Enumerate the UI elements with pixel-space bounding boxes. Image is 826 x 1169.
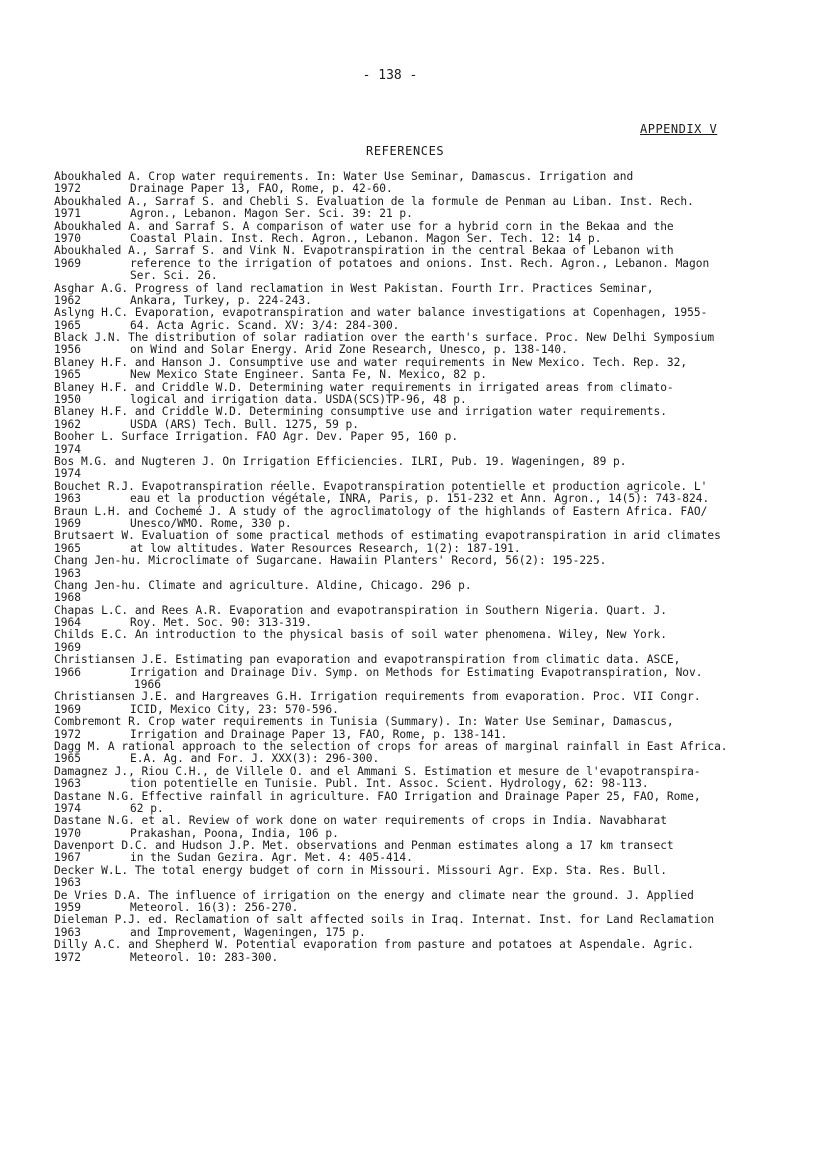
reference-year: 1964: [54, 616, 81, 630]
reference-entry: [54, 530, 754, 555]
reference-year: 1974: [54, 801, 81, 815]
reference-year: 1970: [54, 231, 81, 245]
reference-continuation: New Mexico State Engineer. Santa Fe, N. Mexico, 82 p.: [130, 368, 487, 382]
reference-continuation: logical and irrigation data. USDA(SCS)TP-96, 48 p.: [130, 393, 467, 407]
reference-continuation: Irrigation and Drainage Div. Symp. on Methods for Estimating Evapotranspiration, Nov.: [130, 665, 703, 679]
reference-first-line: Bos M.G. and Nugteren J. On Irrigation Efficiencies. ILRI, Pub. 19. Wageningen, 89 p.: [54, 454, 627, 468]
reference-entry: [54, 605, 754, 630]
reference-first-line: Christiansen J.E. and Hargreaves G.H. Irrigation requirements from evaporation. Proc. VII Congr.: [54, 690, 701, 704]
reference-continuation: Irrigation and Drainage Paper 13, FAO, Rome, p. 138-141.: [130, 727, 508, 741]
reference-entry: [54, 580, 754, 605]
reference-entry: [54, 629, 754, 654]
reference-entry: [54, 654, 754, 691]
reference-continuation: tion potentielle en Tunisie. Publ. Int. Assoc. Scient. Hydrology, 62: 98-113.: [130, 777, 649, 791]
reference-first-line: Dagg M. A rational approach to the selection of crops for areas of marginal rainfall in East Africa.: [54, 739, 728, 753]
reference-entry: [54, 914, 754, 939]
reference-first-line: Childs E.C. An introduction to the physical basis of soil water phenomena. Wiley, New York.: [54, 628, 667, 642]
reference-entry: [54, 840, 754, 865]
reference-first-line: Dastane N.G. et al. Review of work done on water requirements of crops in India. Navabharat: [54, 814, 667, 828]
reference-year: 1969: [54, 256, 81, 270]
reference-year: 1970: [54, 826, 81, 840]
reference-year: 1963: [54, 492, 81, 506]
reference-first-line: Brutsaert W. Evaluation of some practical methods of estimating evapotranspiration in arid climates: [54, 529, 721, 543]
reference-first-line: Damagnez J., Riou C.H., de Villele O. and el Ammani S. Estimation et mesure de l'evapotranspira-: [54, 764, 701, 778]
reference-entry: [54, 890, 754, 915]
reference-year: 1969: [54, 516, 81, 530]
reference-continuation: and Improvement, Wageningen, 175 p.: [130, 925, 366, 939]
reference-continuation: 64. Acta Agric. Scand. XV: 3/4: 284-300.: [130, 318, 400, 332]
reference-continuation: Prakashan, Poona, India, 106 p.: [130, 826, 339, 840]
reference-year: 1962: [54, 293, 81, 307]
reference-year: 1972: [54, 950, 81, 964]
reference-entry: [54, 171, 754, 196]
reference-continuation: 1966: [134, 678, 161, 692]
reference-first-line: Davenport D.C. and Hudson J.P. Met. observations and Penman estimates along a 17 km transect: [54, 839, 674, 853]
reference-entry: [54, 382, 754, 407]
page-number: - 138 -: [362, 68, 418, 83]
reference-continuation: on Wind and Solar Energy. Arid Zone Research, Unesco, p. 138-140.: [130, 343, 568, 357]
reference-first-line: Booher L. Surface Irrigation. FAO Agr. Dev. Paper 95, 160 p.: [54, 430, 459, 444]
reference-year: 1965: [54, 541, 81, 555]
reference-first-line: Bouchet R.J. Evapotranspiration réelle. Evapotranspiration potentielle et production agricole. L': [54, 479, 708, 493]
reference-entry: [54, 691, 754, 716]
reference-continuation: E.A. Ag. and For. J. XXX(3): 296-300.: [130, 752, 380, 766]
reference-year: 1959: [54, 901, 81, 915]
reference-continuation: Ankara, Turkey, p. 224-243.: [130, 293, 312, 307]
reference-first-line: Braun L.H. and Cochemé J. A study of the agroclimatology of the highlands of Eastern Africa. FAO/: [54, 504, 708, 518]
reference-entry: [54, 456, 754, 481]
reference-year: 1963: [54, 876, 81, 890]
reference-year: 1963: [54, 925, 81, 939]
reference-continuation: 62 p.: [130, 801, 164, 815]
reference-year: 1965: [54, 368, 81, 382]
reference-year: 1956: [54, 343, 81, 357]
reference-entry: [54, 815, 754, 840]
reference-continuation: Ser. Sci. 26.: [130, 269, 218, 283]
reference-year: 1971: [54, 207, 81, 221]
reference-year: 1963: [54, 566, 81, 580]
reference-first-line: Blaney H.F. and Hanson J. Consumptive use and water requirements in New Mexico. Tech. Rep. 32,: [54, 355, 688, 369]
reference-year: 1969: [54, 702, 81, 716]
references-heading: REFERENCES: [366, 144, 445, 158]
reference-first-line: Christiansen J.E. Estimating pan evaporation and evapotranspiration from climatic data. ASCE,: [54, 653, 681, 667]
reference-first-line: Aboukhaled A., Sarraf S. and Chebli S. Evaluation de la formule de Penman au Liban. Inst. Rech.: [54, 194, 694, 208]
reference-year: 1969: [54, 640, 81, 654]
reference-year: 1965: [54, 752, 81, 766]
reference-first-line: Dastane N.G. Effective rainfall in agriculture. FAO Irrigation and Drainage Paper 25, FAO, Rome,: [54, 789, 701, 803]
reference-entry: [54, 939, 754, 964]
reference-year: 1966: [54, 665, 81, 679]
reference-year: 1965: [54, 318, 81, 332]
reference-continuation: in the Sudan Gezira. Agr. Met. 4: 405-414.: [130, 851, 413, 865]
reference-year: 1962: [54, 417, 81, 431]
reference-year: 1974: [54, 442, 81, 456]
reference-first-line: Black J.N. The distribution of solar radiation over the earth's surface. Proc. New Delhi Symposium: [54, 331, 715, 345]
reference-year: 1972: [54, 727, 81, 741]
reference-continuation: Agron., Lebanon. Magon Ser. Sci. 39: 21 p.: [130, 207, 413, 221]
reference-entry: [54, 406, 754, 431]
reference-year: 1972: [54, 182, 81, 196]
reference-entry: [54, 506, 754, 531]
reference-entry: [54, 481, 754, 506]
reference-continuation: ICID, Mexico City, 23: 570-596.: [130, 702, 339, 716]
reference-first-line: Chang Jen-hu. Microclimate of Sugarcane. Hawaiin Planters' Record, 56(2): 195-225.: [54, 554, 607, 568]
reference-continuation: Roy. Met. Soc. 90: 313-319.: [130, 616, 312, 630]
reference-continuation: Coastal Plain. Inst. Rech. Agron., Lebanon. Magon Ser. Tech. 12: 14 p.: [130, 231, 602, 245]
appendix-label: APPENDIX V: [640, 122, 718, 136]
reference-continuation: USDA (ARS) Tech. Bull. 1275, 59 p.: [130, 417, 360, 431]
reference-first-line: Decker W.L. The total energy budget of corn in Missouri. Missouri Agr. Exp. Sta. Res. Bull.: [54, 863, 667, 877]
reference-entry: [54, 791, 754, 816]
reference-continuation: at low altitudes. Water Resources Research, 1(2): 187-191.: [130, 541, 521, 555]
reference-entry: [54, 307, 754, 332]
reference-entry: [54, 741, 754, 766]
reference-first-line: Aslyng H.C. Evaporation, evapotranspiration and water balance investigations at Copenhagen, 1955-: [54, 306, 708, 320]
reference-entry: [54, 716, 754, 741]
reference-entry: [54, 283, 754, 308]
reference-first-line: Dilly A.C. and Shepherd W. Potential evaporation from pasture and potatoes at Aspendale. Agric.: [54, 938, 694, 952]
reference-year: 1950: [54, 393, 81, 407]
reference-entry: [54, 766, 754, 791]
reference-entry: [54, 245, 754, 282]
reference-entry: [54, 332, 754, 357]
reference-list: [54, 171, 754, 964]
reference-first-line: De Vries D.A. The influence of irrigation on the energy and climate near the ground. J. Applied: [54, 888, 694, 902]
reference-first-line: Aboukhaled A., Sarraf S. and Vink N. Evapotranspiration in the central Bekaa of Lebanon with: [54, 244, 674, 258]
reference-first-line: Blaney H.F. and Criddle W.D. Determining consumptive use and irrigation water requirements.: [54, 405, 667, 419]
reference-continuation: Meteorol. 16(3): 256-270.: [130, 901, 299, 915]
reference-continuation: reference to the irrigation of potatoes and onions. Inst. Rech. Agron., Lebanon. Magon: [130, 256, 710, 270]
reference-entry: [54, 431, 754, 456]
reference-entry: [54, 357, 754, 382]
reference-first-line: Chapas L.C. and Rees A.R. Evaporation and evapotranspiration in Southern Nigeria. Quart. J.: [54, 603, 667, 617]
reference-continuation: eau et la production végétale, INRA, Paris, p. 151-232 et Ann. Agron., 14(5): 743-824.: [130, 492, 710, 506]
reference-year: 1968: [54, 591, 81, 605]
reference-year: 1974: [54, 467, 81, 481]
reference-continuation: Meteorol. 10: 283-300.: [130, 950, 279, 964]
reference-continuation: Unesco/WMO. Rome, 330 p.: [130, 516, 292, 530]
reference-entry: [54, 221, 754, 246]
reference-first-line: Blaney H.F. and Criddle W.D. Determining water requirements in irrigated areas from climato-: [54, 380, 674, 394]
reference-first-line: Aboukhaled A. and Sarraf S. A comparison of water use for a hybrid corn in the Bekaa and the: [54, 219, 674, 233]
reference-first-line: Dieleman P.J. ed. Reclamation of salt affected soils in Iraq. Internat. Inst. for Land Reclamation: [54, 913, 715, 927]
reference-first-line: Asghar A.G. Progress of land reclamation in West Pakistan. Fourth Irr. Practices Seminar,: [54, 281, 654, 295]
reference-first-line: Chang Jen-hu. Climate and agriculture. Aldine, Chicago. 296 p.: [54, 578, 472, 592]
reference-entry: [54, 865, 754, 890]
reference-year: 1963: [54, 777, 81, 791]
reference-continuation: Drainage Paper 13, FAO, Rome, p. 42-60.: [130, 182, 393, 196]
reference-first-line: Aboukhaled A. Crop water requirements. In: Water Use Seminar, Damascus. Irrigation and: [54, 170, 634, 183]
reference-first-line: Combremont R. Crop water requirements in Tunisia (Summary). In: Water Use Seminar, Damascus,: [54, 715, 674, 729]
reference-year: 1967: [54, 851, 81, 865]
reference-entry: [54, 196, 754, 221]
reference-entry: [54, 555, 754, 580]
